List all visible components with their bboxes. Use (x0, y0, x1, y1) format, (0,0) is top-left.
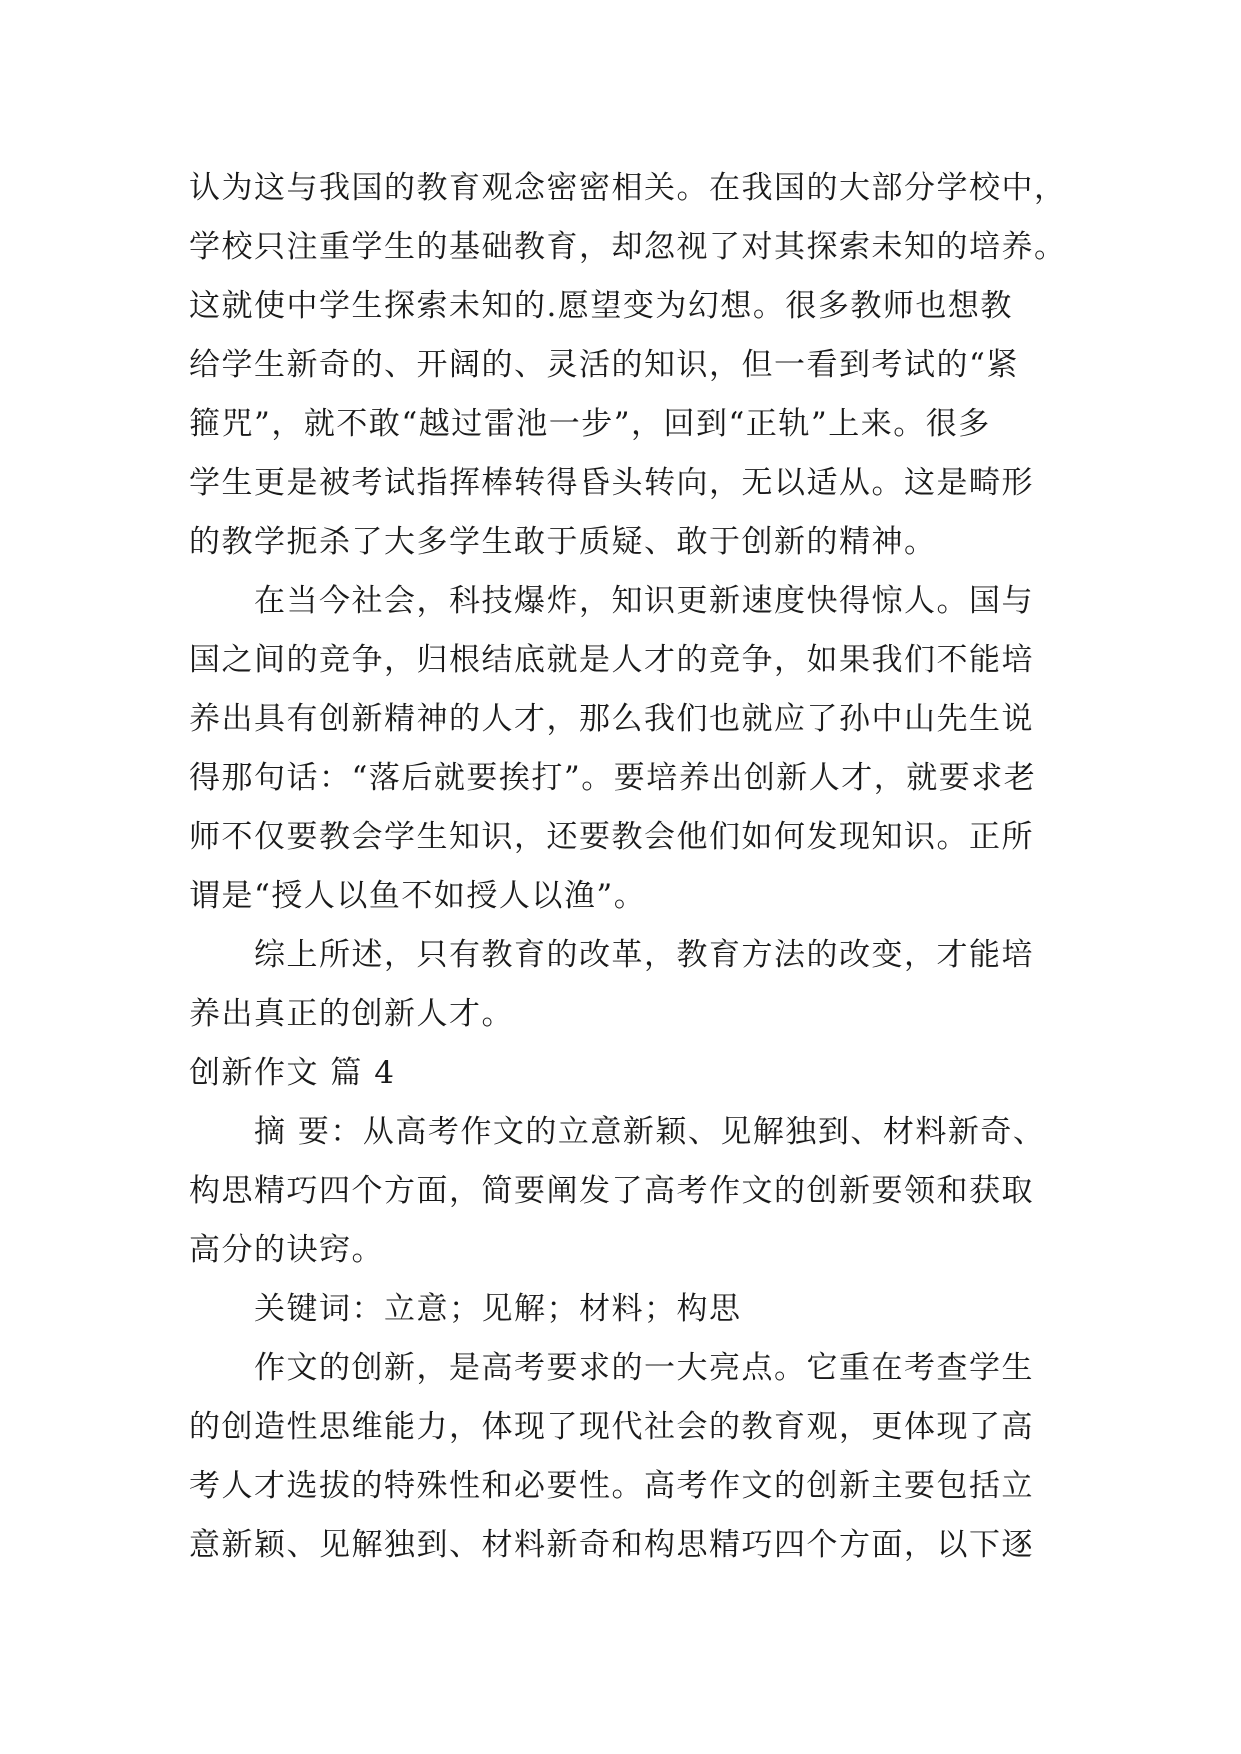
abstract-line: 摘 要：从高考作文的立意新颖、见解独到、材料新奇、 (254, 1114, 1046, 1150)
text-line: 给学生新奇的、开阔的、灵活的知识，但一看到考试的“紧 (189, 347, 1019, 383)
text-line: 的教学扼杀了大多学生敢于质疑、敢于创新的精神。 (189, 524, 937, 560)
paragraph-first-line: 在当今社会，科技爆炸，知识更新速度快得惊人。国与 (254, 583, 1034, 619)
text-line: 养出真正的创新人才。 (189, 996, 514, 1032)
text-line: 学校只注重学生的基础教育，却忽视了对其探索未知的培养。 (189, 229, 1067, 265)
section-heading: 创新作文 篇 4 (189, 1055, 396, 1091)
text-line: 学生更是被考试指挥棒转得昏头转向，无以适从。这是畸形 (189, 465, 1034, 501)
text-line: 师不仅要教会学生知识，还要教会他们如何发现知识。正所 (189, 819, 1034, 855)
text-line: 得那句话：“落后就要挨打”。要培养出创新人才，就要求老 (189, 760, 1037, 796)
paragraph-first-line: 作文的创新，是高考要求的一大亮点。它重在考查学生 (254, 1350, 1034, 1386)
text-line: 养出具有创新精神的人才，那么我们也就应了孙中山先生说 (189, 701, 1034, 737)
text-line: 高分的诀窍。 (189, 1232, 384, 1268)
text-line: 国之间的竞争，归根结底就是人才的竞争，如果我们不能培 (189, 642, 1034, 678)
text-line: 这就使中学生探索未知的.愿望变为幻想。很多教师也想教 (189, 288, 1013, 324)
text-line: 考人才选拔的特殊性和必要性。高考作文的创新主要包括立 (189, 1468, 1034, 1504)
text-line: 箍咒”，就不敢“越过雷池一步”，回到“正轨”上来。很多 (189, 406, 991, 442)
text-line: 的创造性思维能力，体现了现代社会的教育观，更体现了高 (189, 1409, 1034, 1445)
text-line: 谓是“授人以鱼不如授人以渔”。 (189, 878, 647, 914)
text-line: 认为这与我国的教育观念密密相关。在我国的大部分学校中， (189, 170, 1067, 206)
keywords-line: 关键词：立意；见解；材料；构思 (254, 1291, 742, 1327)
text-line: 构思精巧四个方面，简要阐发了高考作文的创新要领和获取 (189, 1173, 1034, 1209)
text-line: 意新颖、见解独到、材料新奇和构思精巧四个方面，以下逐 (189, 1527, 1034, 1563)
paragraph-first-line: 综上所述，只有教育的改革，教育方法的改变，才能培 (254, 937, 1034, 973)
